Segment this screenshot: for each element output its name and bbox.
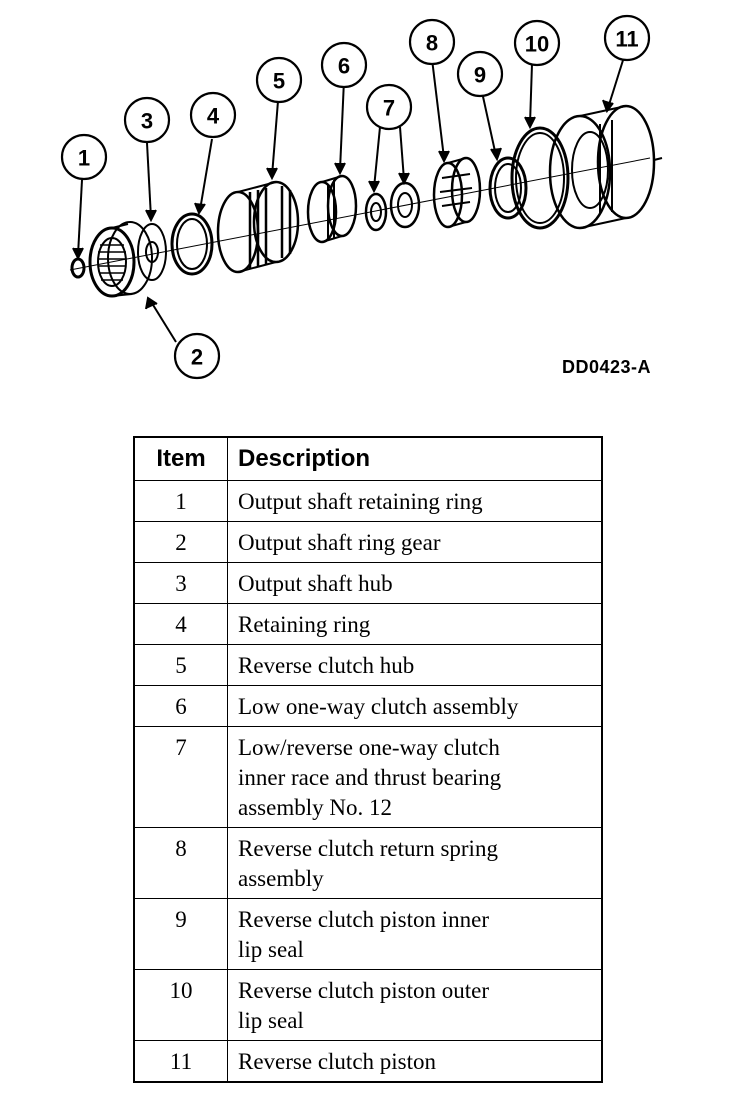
item-number: 11	[134, 1041, 228, 1083]
table-row	[134, 727, 602, 828]
exploded-view-diagram	[0, 0, 752, 400]
description-line: assembly	[238, 866, 324, 891]
item-number: 9	[134, 899, 228, 970]
item-description	[228, 481, 603, 522]
table-row	[134, 522, 602, 563]
table-row	[134, 828, 602, 899]
description-line: Reverse clutch piston inner	[238, 907, 490, 932]
description-line: Output shaft hub	[238, 571, 393, 596]
table-row	[134, 686, 602, 727]
description-line: inner race and thrust bearing	[238, 765, 502, 790]
description-line: assembly No. 12	[238, 795, 392, 820]
description-line: Reverse clutch return spring	[238, 836, 498, 861]
description-line: Output shaft retaining ring	[238, 489, 483, 514]
table-row	[134, 645, 602, 686]
item-number: 5	[134, 645, 228, 686]
figure-code: DD0423-A	[562, 357, 652, 377]
callout-3: 3	[140, 108, 154, 134]
item-description	[228, 604, 603, 645]
callout-9: 9	[473, 62, 487, 88]
table-row	[134, 970, 602, 1041]
callout-11: 11	[615, 26, 639, 52]
item-description	[228, 899, 603, 970]
description-line: Low/reverse one-way clutch	[238, 735, 500, 760]
item-number: 7	[134, 727, 228, 828]
table-row	[134, 1041, 602, 1083]
item-number: 3	[134, 563, 228, 604]
header-item: Item	[134, 437, 228, 481]
item-description	[228, 727, 603, 828]
description-line: Output shaft ring gear	[238, 530, 441, 555]
parts-table	[133, 436, 603, 1083]
item-description	[228, 686, 603, 727]
item-description	[228, 645, 603, 686]
table-row	[134, 481, 602, 522]
item-number: 2	[134, 522, 228, 563]
item-description	[228, 563, 603, 604]
item-number: 4	[134, 604, 228, 645]
callout-8: 8	[425, 30, 439, 56]
callout-4: 4	[206, 103, 220, 129]
table-row	[134, 604, 602, 645]
table-row	[134, 563, 602, 604]
item-description	[228, 1041, 603, 1083]
item-description	[228, 970, 603, 1041]
item-description	[228, 522, 603, 563]
item-number: 10	[134, 970, 228, 1041]
callout-6: 6	[337, 53, 351, 79]
callout-7: 7	[382, 95, 396, 121]
item-number: 6	[134, 686, 228, 727]
description-line: Reverse clutch piston outer	[238, 978, 490, 1003]
description-line: Low one-way clutch assembly	[238, 694, 519, 719]
description-line: Reverse clutch hub	[238, 653, 415, 678]
callout-1: 1	[77, 145, 91, 171]
parts-table-body	[134, 481, 602, 1083]
callout-10: 10	[524, 31, 550, 57]
part-reverse-clutch-hub	[218, 182, 298, 272]
table-header-row	[134, 437, 602, 481]
callout-2: 2	[190, 344, 204, 370]
description-line: Reverse clutch piston	[238, 1049, 437, 1074]
header-description: Description	[228, 437, 603, 481]
description-line: Retaining ring	[238, 612, 371, 637]
callout-5: 5	[272, 68, 286, 94]
description-line: lip seal	[238, 937, 304, 962]
table-row	[134, 899, 602, 970]
description-line: lip seal	[238, 1008, 304, 1033]
part-low-one-way-clutch-assembly	[308, 176, 356, 242]
item-description	[228, 828, 603, 899]
item-number: 1	[134, 481, 228, 522]
item-number: 8	[134, 828, 228, 899]
